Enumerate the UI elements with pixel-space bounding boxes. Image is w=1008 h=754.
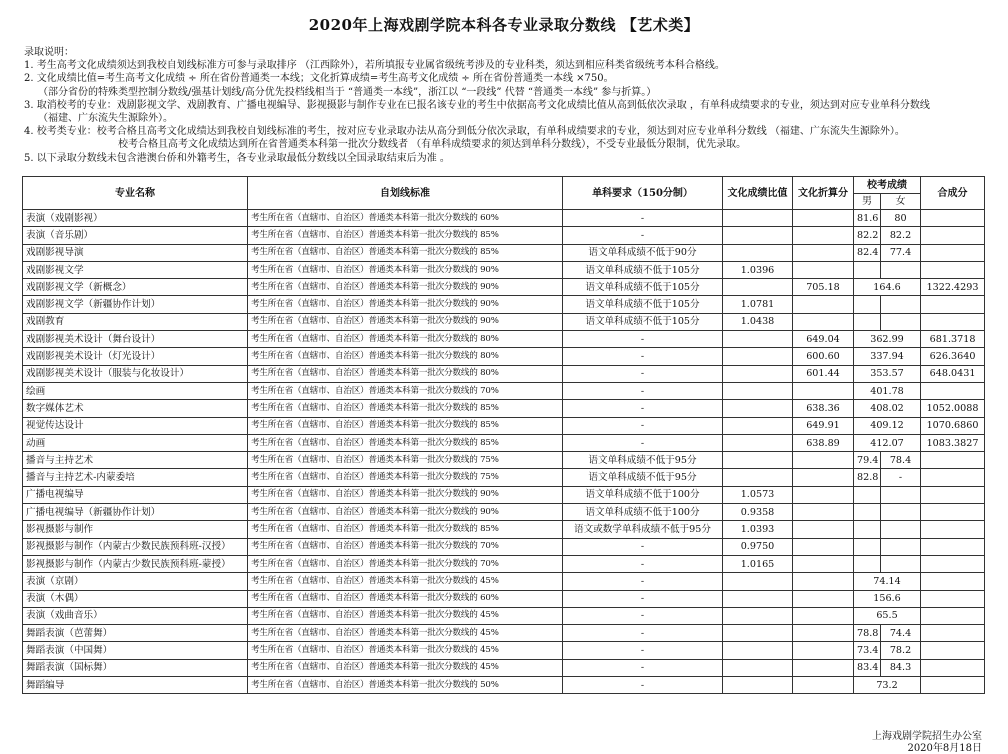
cell-male: 73.4 (854, 642, 881, 659)
cell-ratio: 1.0396 (723, 261, 793, 278)
cell-major: 广播电视编导 (23, 486, 248, 503)
cell-total (921, 244, 985, 261)
table-row (23, 365, 985, 382)
cell-converted (793, 659, 854, 676)
cell-ratio (723, 227, 793, 244)
cell-ratio (723, 434, 793, 451)
cell-school-score: 409.12 (854, 417, 921, 434)
cell-standard: 考生所在省（直辖市、自治区）普通类本科第一批次分数线的 70% (248, 382, 563, 399)
cell-male (854, 261, 881, 278)
cell-ratio (723, 417, 793, 434)
cell-school-score: 412.07 (854, 434, 921, 451)
cell-single: - (563, 538, 723, 555)
table-row (23, 417, 985, 434)
cell-standard: 考生所在省（直辖市、自治区）普通类本科第一批次分数线的 45% (248, 625, 563, 642)
cell-major: 表演（京剧） (23, 573, 248, 590)
cell-converted: 638.89 (793, 434, 854, 451)
cell-major: 绘画 (23, 382, 248, 399)
cell-converted: 638.36 (793, 400, 854, 417)
cell-total (921, 642, 985, 659)
cell-total (921, 296, 985, 313)
cell-male: 82.8 (854, 469, 881, 486)
cell-major: 播音与主持艺术 (23, 452, 248, 469)
table-row (23, 486, 985, 503)
cell-converted (793, 590, 854, 607)
cell-ratio: 0.9358 (723, 504, 793, 521)
cell-male: 82.2 (854, 227, 881, 244)
cell-major: 舞蹈表演（中国舞） (23, 642, 248, 659)
table-row (23, 573, 985, 590)
table-row (23, 296, 985, 313)
cell-standard: 考生所在省（直辖市、自治区）普通类本科第一批次分数线的 90% (248, 313, 563, 330)
cell-standard: 考生所在省（直辖市、自治区）普通类本科第一批次分数线的 70% (248, 538, 563, 555)
cell-major: 戏剧影视文学（新概念） (23, 279, 248, 296)
cell-standard: 考生所在省（直辖市、自治区）普通类本科第一批次分数线的 80% (248, 331, 563, 348)
table-row (23, 434, 985, 451)
cell-total: 1052.0088 (921, 400, 985, 417)
header-ratio: 文化成绩比值 (723, 177, 793, 210)
cell-converted (793, 677, 854, 694)
cell-major: 舞蹈表演（国标舞） (23, 659, 248, 676)
cell-major: 影视摄影与制作（内蒙古少数民族预科班-汉授） (23, 538, 248, 555)
cell-ratio (723, 642, 793, 659)
cell-standard: 考生所在省（直辖市、自治区）普通类本科第一批次分数线的 80% (248, 348, 563, 365)
cell-total (921, 227, 985, 244)
cell-ratio (723, 210, 793, 227)
cell-converted (793, 469, 854, 486)
cell-major: 数字媒体艺术 (23, 400, 248, 417)
cell-total (921, 538, 985, 555)
cell-ratio (723, 590, 793, 607)
cell-converted (793, 486, 854, 503)
cell-converted: 601.44 (793, 365, 854, 382)
cell-ratio (723, 607, 793, 624)
header-converted: 文化折算分 (793, 177, 854, 210)
cell-single: - (563, 625, 723, 642)
cell-total (921, 607, 985, 624)
cell-major: 视觉传达设计 (23, 417, 248, 434)
cell-total (921, 521, 985, 538)
cell-single: 语文单科成绩不低于105分 (563, 296, 723, 313)
cell-converted (793, 261, 854, 278)
cell-school-score: 362.99 (854, 331, 921, 348)
cell-ratio (723, 659, 793, 676)
cell-female: 82.2 (881, 227, 921, 244)
table-row (23, 607, 985, 624)
admission-notes (24, 46, 994, 165)
cell-standard: 考生所在省（直辖市、自治区）普通类本科第一批次分数线的 75% (248, 452, 563, 469)
cell-single: - (563, 348, 723, 365)
table-row (23, 469, 985, 486)
cell-converted (793, 504, 854, 521)
cell-total: 1322.4293 (921, 279, 985, 296)
cell-converted (793, 296, 854, 313)
cell-converted (793, 625, 854, 642)
cell-single: - (563, 382, 723, 399)
cell-school-score: 408.02 (854, 400, 921, 417)
cell-single: - (563, 210, 723, 227)
note-line: 2. 文化成绩比值=考生高考文化成绩 ÷ 所在省份普通类一本线；文化折算成绩=考生高考文化成绩 ÷ 所在省份普通类一本线 ×750。 (24, 73, 614, 85)
cell-female (881, 313, 921, 330)
header-male: 男 (854, 194, 881, 210)
cell-total (921, 382, 985, 399)
table-row (23, 244, 985, 261)
cell-ratio (723, 382, 793, 399)
cell-major: 舞蹈表演（芭蕾舞） (23, 625, 248, 642)
cell-converted (793, 227, 854, 244)
cell-school-score: 401.78 (854, 382, 921, 399)
cell-total (921, 261, 985, 278)
cell-total: 1083.3827 (921, 434, 985, 451)
cell-ratio (723, 244, 793, 261)
cell-standard: 考生所在省（直辖市、自治区）普通类本科第一批次分数线的 90% (248, 486, 563, 503)
cell-converted (793, 555, 854, 572)
note-line: 校考合格且高考文化成绩达到所在省普通类本科第一批次分数线者 （有单科成绩要求的须达到单科分数线），不受专业最低分限制，优先录取。 (118, 139, 747, 151)
cell-converted (793, 313, 854, 330)
cell-female (881, 486, 921, 503)
cell-male: 83.4 (854, 659, 881, 676)
cell-school-score: 65.5 (854, 607, 921, 624)
cell-total (921, 573, 985, 590)
cell-total (921, 210, 985, 227)
footer-office: 上海戏剧学院招生办公室 (872, 731, 982, 742)
cell-standard: 考生所在省（直辖市、自治区）普通类本科第一批次分数线的 75% (248, 469, 563, 486)
cell-ratio: 1.0781 (723, 296, 793, 313)
cell-major: 表演（音乐剧） (23, 227, 248, 244)
cell-standard: 考生所在省（直辖市、自治区）普通类本科第一批次分数线的 85% (248, 227, 563, 244)
cell-ratio (723, 400, 793, 417)
cell-total (921, 659, 985, 676)
cell-ratio: 1.0573 (723, 486, 793, 503)
cell-female (881, 296, 921, 313)
cell-major: 动画 (23, 434, 248, 451)
cell-standard: 考生所在省（直辖市、自治区）普通类本科第一批次分数线的 90% (248, 296, 563, 313)
table-row (23, 504, 985, 521)
cell-school-score: 74.14 (854, 573, 921, 590)
cell-school-score: 353.57 (854, 365, 921, 382)
header-major: 专业名称 (23, 177, 248, 210)
cell-ratio (723, 573, 793, 590)
cell-single: - (563, 659, 723, 676)
table-row (23, 555, 985, 572)
table-row (23, 227, 985, 244)
table-row (23, 210, 985, 227)
cell-standard: 考生所在省（直辖市、自治区）普通类本科第一批次分数线的 45% (248, 607, 563, 624)
cell-converted (793, 244, 854, 261)
cell-total (921, 504, 985, 521)
cell-female (881, 521, 921, 538)
cell-single: 语文单科成绩不低于105分 (563, 313, 723, 330)
cell-total (921, 590, 985, 607)
cell-male (854, 538, 881, 555)
cell-major: 影视摄影与制作 (23, 521, 248, 538)
table-row (23, 331, 985, 348)
cell-standard: 考生所在省（直辖市、自治区）普通类本科第一批次分数线的 45% (248, 573, 563, 590)
cell-female: 78.4 (881, 452, 921, 469)
cell-single: - (563, 227, 723, 244)
cell-female: 78.2 (881, 642, 921, 659)
cell-single: 语文或数学单科成绩不低于95分 (563, 521, 723, 538)
cell-standard: 考生所在省（直辖市、自治区）普通类本科第一批次分数线的 90% (248, 261, 563, 278)
notes-heading: 录取说明： (24, 47, 74, 58)
cell-major: 戏剧影视导演 (23, 244, 248, 261)
cell-major: 表演（木偶） (23, 590, 248, 607)
cell-standard: 考生所在省（直辖市、自治区）普通类本科第一批次分数线的 45% (248, 659, 563, 676)
cell-single: - (563, 331, 723, 348)
cell-total: 648.0431 (921, 365, 985, 382)
note-line: 5. 以下录取分数线未包含港澳台侨和外籍考生，各专业录取最低分数线以全国录取结束后为准 。 (24, 152, 450, 164)
cell-total (921, 486, 985, 503)
cell-standard: 考生所在省（直辖市、自治区）普通类本科第一批次分数线的 80% (248, 365, 563, 382)
cell-converted (793, 521, 854, 538)
header-female: 女 (881, 194, 921, 210)
cell-major: 戏剧影视文学（新疆协作计划） (23, 296, 248, 313)
cell-single: 语文单科成绩不低于90分 (563, 244, 723, 261)
note-line: 4. 校考类专业：校考合格且高考文化成绩达到我校自划线标准的考生，按对应专业录取办法从高分到低分依次录取，有单科成绩要求的专业，须达到对应专业单科分数线 （福建、广东流失生源除外）。 (24, 126, 905, 138)
table-row (23, 348, 985, 365)
cell-single: - (563, 365, 723, 382)
cell-school-score: 156.6 (854, 590, 921, 607)
cell-ratio (723, 469, 793, 486)
cell-single: - (563, 555, 723, 572)
cell-major: 播音与主持艺术-内蒙委培 (23, 469, 248, 486)
cell-male (854, 521, 881, 538)
cell-female (881, 504, 921, 521)
header-total: 合成分 (921, 177, 985, 210)
header-school: 校考成绩 (854, 177, 921, 194)
cell-male (854, 486, 881, 503)
cell-single: 语文单科成绩不低于100分 (563, 504, 723, 521)
cell-total: 1070.6860 (921, 417, 985, 434)
cell-major: 戏剧影视文学 (23, 261, 248, 278)
cell-single: - (563, 607, 723, 624)
header-standard: 自划线标准 (248, 177, 563, 210)
cell-standard: 考生所在省（直辖市、自治区）普通类本科第一批次分数线的 90% (248, 504, 563, 521)
cell-major: 戏剧影视美术设计（灯光设计） (23, 348, 248, 365)
cell-converted: 600.60 (793, 348, 854, 365)
cell-ratio (723, 348, 793, 365)
cell-ratio (723, 625, 793, 642)
cell-total: 681.3718 (921, 331, 985, 348)
table-row (23, 642, 985, 659)
cell-female: - (881, 469, 921, 486)
footer-date: 2020年8月18日 (907, 743, 982, 754)
cell-total (921, 625, 985, 642)
cell-single: - (563, 400, 723, 417)
cell-standard: 考生所在省（直辖市、自治区）普通类本科第一批次分数线的 85% (248, 417, 563, 434)
cell-female: 74.4 (881, 625, 921, 642)
cell-male (854, 296, 881, 313)
cell-ratio: 1.0393 (723, 521, 793, 538)
table-row (23, 313, 985, 330)
cell-standard: 考生所在省（直辖市、自治区）普通类本科第一批次分数线的 60% (248, 590, 563, 607)
cell-standard: 考生所在省（直辖市、自治区）普通类本科第一批次分数线的 85% (248, 400, 563, 417)
cell-single: - (563, 417, 723, 434)
cell-standard: 考生所在省（直辖市、自治区）普通类本科第一批次分数线的 90% (248, 279, 563, 296)
cell-ratio (723, 452, 793, 469)
cell-single: 语文单科成绩不低于105分 (563, 279, 723, 296)
cell-standard: 考生所在省（直辖市、自治区）普通类本科第一批次分数线的 85% (248, 434, 563, 451)
cell-major: 戏剧教育 (23, 313, 248, 330)
cell-converted (793, 382, 854, 399)
note-line: （部分省份的特殊类型控制分数线/强基计划线/高分优先投档线相当于 “普通类一本线”，浙江以 “一段线” 代替 “普通类一本线” 参与折算。） (38, 86, 657, 98)
cell-single: - (563, 677, 723, 694)
cell-total: 626.3640 (921, 348, 985, 365)
cell-total (921, 555, 985, 572)
cell-single: - (563, 642, 723, 659)
table-row (23, 400, 985, 417)
cell-ratio: 1.0438 (723, 313, 793, 330)
cell-female (881, 538, 921, 555)
cell-single: - (563, 573, 723, 590)
cell-converted (793, 538, 854, 555)
cell-standard: 考生所在省（直辖市、自治区）普通类本科第一批次分数线的 45% (248, 642, 563, 659)
cell-single: - (563, 434, 723, 451)
cell-converted: 649.04 (793, 331, 854, 348)
cell-converted (793, 573, 854, 590)
cell-male: 78.8 (854, 625, 881, 642)
cell-single: - (563, 590, 723, 607)
cell-major: 舞蹈编导 (23, 677, 248, 694)
cell-standard: 考生所在省（直辖市、自治区）普通类本科第一批次分数线的 70% (248, 555, 563, 572)
table-row (23, 279, 985, 296)
cell-female: 84.3 (881, 659, 921, 676)
cell-female (881, 261, 921, 278)
cell-major: 表演（戏曲音乐） (23, 607, 248, 624)
score-table (22, 176, 985, 694)
table-row (23, 452, 985, 469)
cell-male (854, 313, 881, 330)
notes-lines (24, 59, 994, 165)
cell-male (854, 555, 881, 572)
cell-total (921, 313, 985, 330)
table-row (23, 625, 985, 642)
cell-major: 戏剧影视美术设计（舞台设计） (23, 331, 248, 348)
table-row (23, 590, 985, 607)
cell-total (921, 677, 985, 694)
cell-school-score: 164.6 (854, 279, 921, 296)
note-line: 1. 考生高考文化成绩须达到我校自划线标准方可参与录取排序 （江西除外），若所填报专业属省级统考涉及的专业科类，须达到相应科类省级统考本科合格线。 (24, 60, 725, 72)
cell-standard: 考生所在省（直辖市、自治区）普通类本科第一批次分数线的 60% (248, 210, 563, 227)
cell-total (921, 452, 985, 469)
cell-ratio: 1.0165 (723, 555, 793, 572)
cell-major: 戏剧影视美术设计（服装与化妆设计） (23, 365, 248, 382)
cell-school-score: 73.2 (854, 677, 921, 694)
note-line: 3. 取消校考的专业：戏剧影视文学、戏剧教育、广播电视编导、影视摄影与制作专业在已报名该专业的考生中依据高考文化成绩比值从高到低依次录取 ，有单科成绩要求的专业，须达到对应专业单科分数线 (24, 99, 930, 111)
cell-single: 语文单科成绩不低于100分 (563, 486, 723, 503)
cell-single: 语文单科成绩不低于95分 (563, 469, 723, 486)
cell-converted: 649.91 (793, 417, 854, 434)
cell-standard: 考生所在省（直辖市、自治区）普通类本科第一批次分数线的 85% (248, 244, 563, 261)
table-row (23, 538, 985, 555)
cell-converted (793, 452, 854, 469)
cell-converted: 705.18 (793, 279, 854, 296)
cell-ratio (723, 365, 793, 382)
table-body (23, 210, 985, 694)
table-row (23, 521, 985, 538)
cell-male: 82.4 (854, 244, 881, 261)
page-title: 2020年上海戏剧学院本科各专业录取分数线 【艺术类】 (308, 16, 700, 34)
cell-female: 77.4 (881, 244, 921, 261)
cell-school-score: 337.94 (854, 348, 921, 365)
cell-standard: 考生所在省（直辖市、自治区）普通类本科第一批次分数线的 85% (248, 521, 563, 538)
cell-ratio (723, 677, 793, 694)
cell-converted (793, 210, 854, 227)
cell-converted (793, 642, 854, 659)
table-row (23, 382, 985, 399)
cell-standard: 考生所在省（直辖市、自治区）普通类本科第一批次分数线的 50% (248, 677, 563, 694)
cell-ratio: 0.9750 (723, 538, 793, 555)
cell-single: 语文单科成绩不低于95分 (563, 452, 723, 469)
table-row (23, 659, 985, 676)
cell-male: 81.6 (854, 210, 881, 227)
cell-major: 表演（戏剧影视） (23, 210, 248, 227)
cell-converted (793, 607, 854, 624)
header-single: 单科要求（150分制） (563, 177, 723, 210)
cell-ratio (723, 279, 793, 296)
cell-male: 79.4 (854, 452, 881, 469)
cell-total (921, 469, 985, 486)
cell-ratio (723, 331, 793, 348)
table-row (23, 677, 985, 694)
cell-major: 影视摄影与制作（内蒙古少数民族预科班-蒙授） (23, 555, 248, 572)
cell-female: 80 (881, 210, 921, 227)
note-line: （福建、广东流失生源除外）。 (38, 113, 173, 125)
cell-single: 语文单科成绩不低于105分 (563, 261, 723, 278)
cell-male (854, 504, 881, 521)
cell-major: 广播电视编导（新疆协作计划） (23, 504, 248, 521)
table-row (23, 261, 985, 278)
cell-female (881, 555, 921, 572)
